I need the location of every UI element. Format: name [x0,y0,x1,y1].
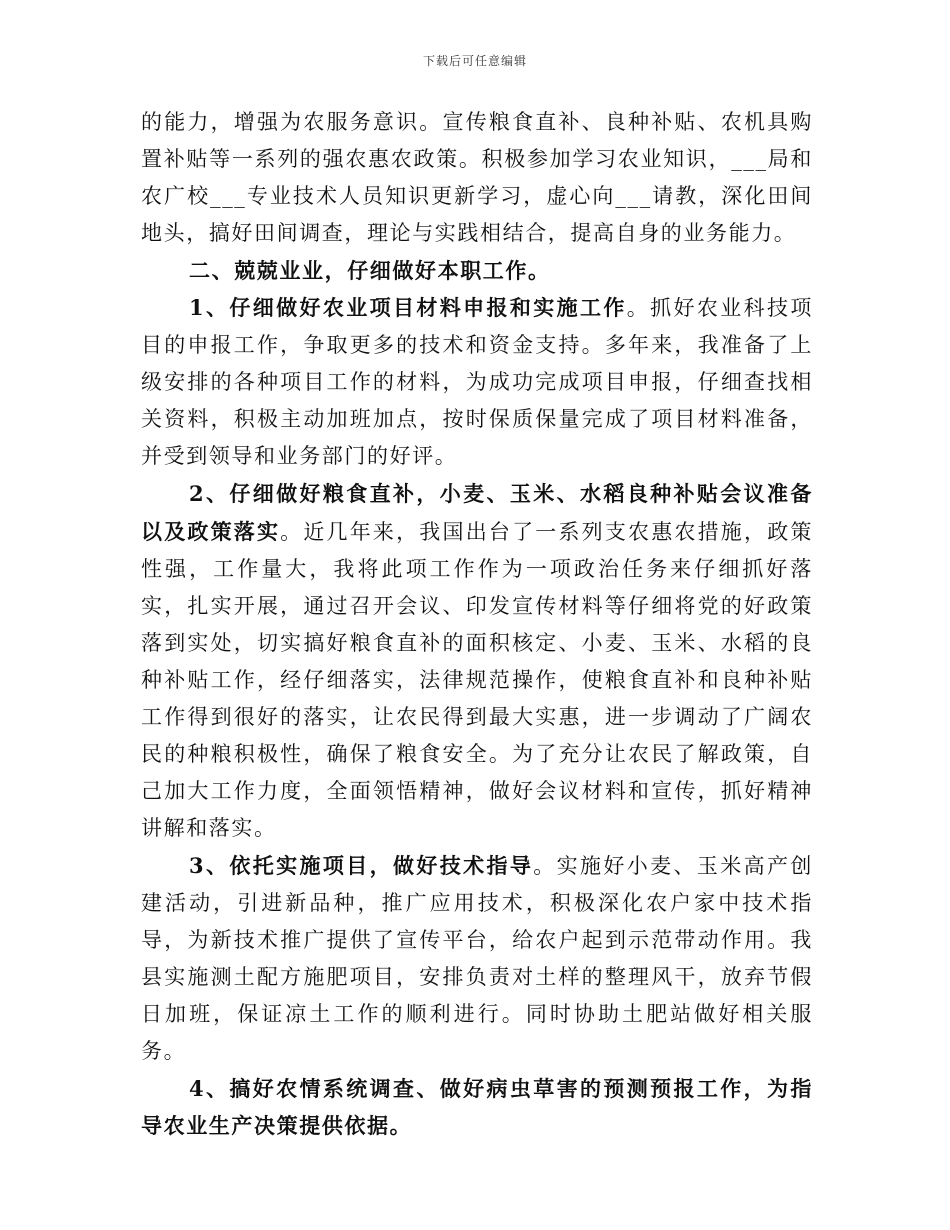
paragraph-item-1 [141,289,813,475]
document-body [141,104,813,1144]
item-3-text: 。实施好小麦、玉米高产创建活动，引进新品种，推广应用技术，积极深化农户家中技术指导，为新技术推广提供了宣传平台，给农户起到示范带动作用。我县实施测土配方施肥项目，安排负责对土样的整理风干，放弃节假日加班，保证凉土工作的顺利进行。同时协助土肥站做好相关服务。 [141,854,813,1063]
item-1-text: 。抓好农业科技项目的申报工作，争取更多的技术和资金支持。多年来，我准备了上级安排的各种项目工作的材料，为成功完成项目申报，仔细查找相关资料，积极主动加班加点，按时保质保量完成了项目材料准备，并受到领导和业务部门的好评。 [141,296,813,468]
item-3-heading: 3、依托实施项目，做好技术指导 [189,853,534,878]
item-2-text: 。近几年来，我国出台了一系列支农惠农措施，政策性强，工作量大，我将此项工作作为一项政治任务来仔细抓好落实，扎实开展，通过召开会议、印发宣传材料等仔细将党的好政策落到实处，切实搞好粮食直补的面积核定、小麦、玉米、水稻的良种补贴工作，经仔细落实，法律规范操作，使粮食直补和良种补贴工作得到很好的落实，让农民得到最大实惠，进一步调动了广阔农民的种粮积极性，确保了粮食安全。为了充分让农民了解政策，自己加大工作力度，全面领悟精神，做好会议材料和宣传，抓好精神讲解和落实。 [141,520,813,840]
item-1-heading: 1、仔细做好农业项目材料申报和实施工作 [189,295,627,320]
paragraph-item-3 [141,847,813,1070]
paragraph-item-4: 4、搞好农情系统调查、做好病虫草害的预测预报工作，为指导农业生产决策提供依据。 [141,1076,813,1138]
page-header: 下载后可任意编辑 [422,54,527,68]
paragraph-item-2 [141,475,813,847]
section-heading: 二、兢兢业业，仔细做好本职工作。 [189,258,551,283]
paragraph-continuation: 的能力，增强为农服务意识。宣传粮食直补、良种补贴、农机具购置补贴等一系列的强农惠农政策。积极参加学习农业知识，___局和农广校___专业技术人员知识更新学习，虚心向___请教，深化田间地头，搞好田间调查，理论与实践相结合，提高自身的业务能力。 [141,110,813,245]
item-2-heading: 2、仔细做好粮食直补，小麦、玉米、水稻良种补贴会议准备以及政策落实 [141,481,813,544]
